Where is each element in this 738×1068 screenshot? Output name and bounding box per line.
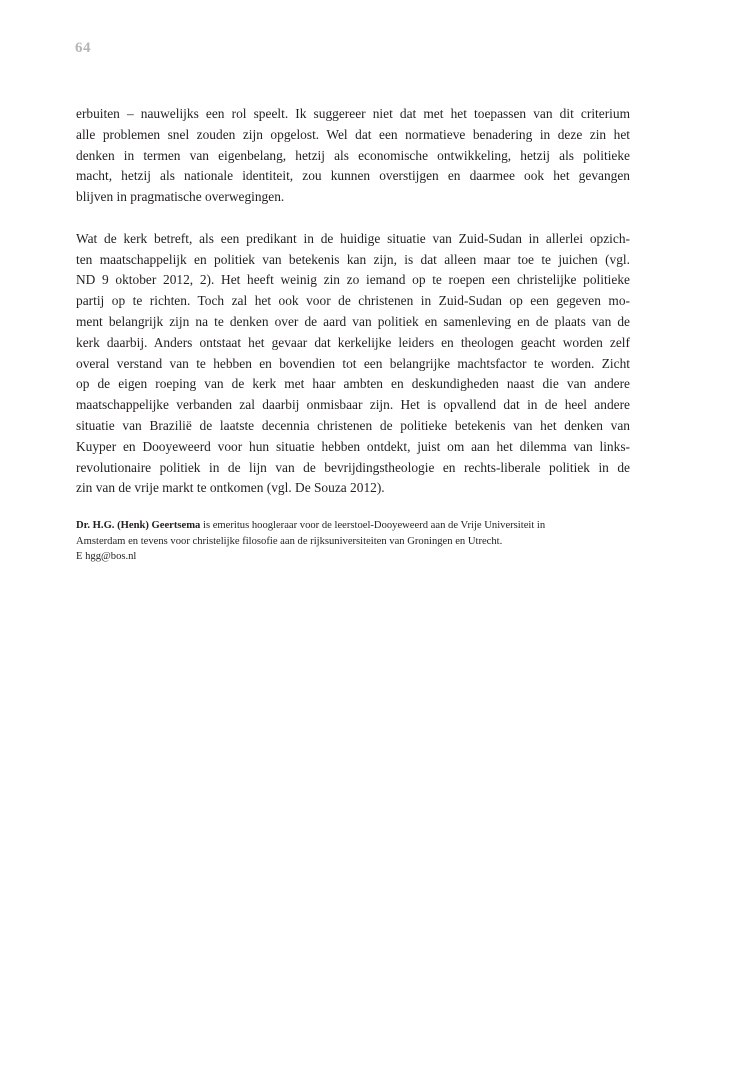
text-line: partij op te richten. Toch zal het ook voor de christenen in Zuid-Sudan op een gegeven mo- <box>76 293 630 309</box>
text-line: situatie van Brazilië de laatste decennia christenen de politieke betekenis van het denken van <box>76 417 630 433</box>
paragraph-2 <box>76 229 630 499</box>
text-line: op de eigen roeping van de kerk met haar ambten en deskundigheden naast die van andere <box>76 376 630 392</box>
paragraph-spacer <box>76 208 630 229</box>
text-line: erbuiten – nauwelijks een rol speelt. Ik suggereer niet dat met het toepassen van dit criterium <box>76 106 630 121</box>
text-line: denken in termen van eigenbelang, hetzij als economische ontwikkeling, hetzij als politieke <box>76 147 630 163</box>
page-number: 64 <box>75 40 91 56</box>
text-line: maatschappelijke verbanden zal daarbij onmisbaar zijn. Het is opvallend dat in de heel andere <box>76 397 630 413</box>
author-name: Dr. H.G. (Henk) Geertsema <box>76 520 201 531</box>
author-email: E hgg@bos.nl <box>76 551 137 563</box>
text-line: macht, hetzij als nationale identiteit, zou kunnen overstijgen en daarmee ook het gevangen <box>76 168 630 184</box>
author-bio-line <box>76 518 646 534</box>
author-bio-text: is emeritus hoogleraar voor de leerstoel-Dooyeweerd aan de Vrije Universiteit in <box>200 520 546 531</box>
text-line: revolutionaire politiek in de lijn van de bevrijdingstheologie en rechts-liberale politiek in de <box>76 459 630 475</box>
paragraph-1 <box>76 104 630 208</box>
text-line: blijven in pragmatische overwegingen. <box>76 189 285 205</box>
text-line: alle problemen snel zouden zijn opgelost. Wel dat een normatieve benadering in deze zin het <box>76 126 630 142</box>
text-line: kerk daarbij. Anders ontstaat het gevaar dat kerkelijke leiders en theologen geacht worden zelf <box>76 334 630 350</box>
text-line: Wat de kerk betreft, als een predikant in de huidige situatie van Zuid-Sudan in allerlei opzich- <box>76 230 630 246</box>
author-bio-line: Amsterdam en tevens voor christelijke filosofie aan de rijksuniversiteiten van Groningen en Utrecht. <box>76 535 503 547</box>
text-line: ten maatschappelijk en politiek van betekenis kan zijn, is dat alleen maar toe te juichen (vgl. <box>76 251 630 267</box>
body-text <box>76 104 630 499</box>
author-bio <box>76 518 646 565</box>
text-line: zin van de vrije markt te ontkomen (vgl. De Souza 2012). <box>76 480 385 496</box>
text-line: ND 9 oktober 2012, 2). Het heeft weinig zin zo iemand op te roepen een christelijke politieke <box>76 272 630 288</box>
text-line: ment belangrijk zijn na te denken over de aard van politiek en samenleving en de plaats van de <box>76 313 630 329</box>
text-line: Kuyper en Dooyeweerd voor hun situatie hebben ontdekt, juist om aan het dilemma van links- <box>76 438 630 454</box>
text-line: overal verstand van te hebben en bovendien tot een belangrijke machtsfactor te worden. Zicht <box>76 355 630 371</box>
